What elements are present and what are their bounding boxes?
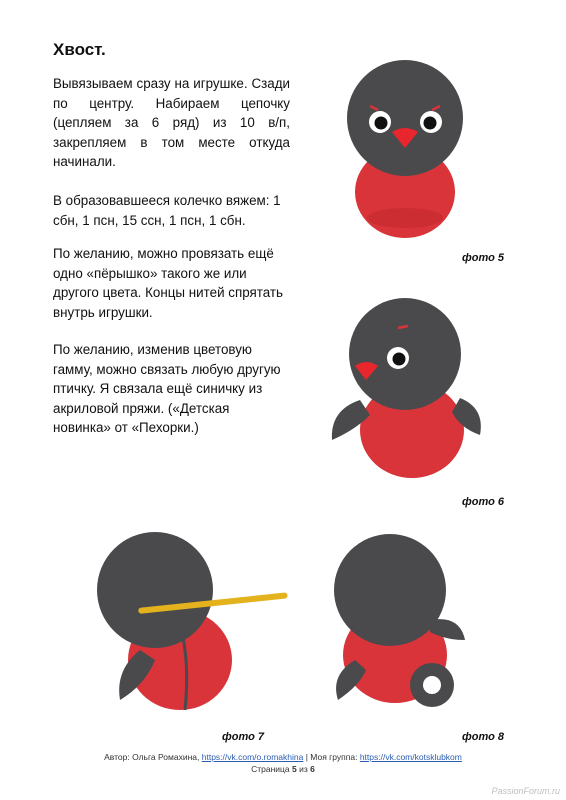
group-prefix: Моя группа: [310,752,358,762]
right-eye-pupil [424,117,437,130]
page-footer [0,752,566,774]
photo-6-bird-wings [300,280,510,490]
author-prefix: Автор: Ольга Ромахина, [104,752,200,762]
belly-shadow [367,208,443,228]
photo-7-back-hook [60,520,290,720]
watermark: PassionForum.ru [491,786,560,796]
page-of: из [299,764,308,774]
caption-photo-5: фото 5 [462,252,504,264]
footer-separator: | [305,752,308,762]
page-number [0,764,566,774]
section-title: Хвост. [53,40,106,59]
paragraph-3: По желанию, можно провязать ещё одно «пёрышко» такого же или другого цвета. Концы нитей спрятать внутрь игрушки. [53,246,284,320]
group-link[interactable]: https://vk.com/kotsklubkom [359,752,462,762]
paragraph-2: В образовавшееся колечко вяжем: 1 сбн, 1 псн, 15 ссн, 1 псн, 1 сбн. [53,193,281,228]
footer-credits [0,752,566,762]
page-word: Страница [251,764,290,774]
left-eye-pupil [375,117,388,130]
paragraph-1: Вывязываем сразу на игрушке. Сзади по центру. Набираем цепочку (цепляем за 6 ряд) из 10 в/п, закрепляем в том месте откуда начинали. [53,76,290,169]
bird-head [347,60,463,176]
caption-photo-7: фото 7 [222,731,264,743]
page-current: 5 [292,764,297,774]
bird-head [97,532,213,648]
author-link[interactable]: https://vk.com/o.romakhina [201,752,304,762]
tail-ring-hole [423,676,441,694]
caption-photo-8: фото 8 [462,731,504,743]
photo-5-bird-front [300,40,510,250]
caption-photo-6: фото 6 [462,496,504,508]
paragraph-4: По желанию, изменив цветовую гамму, можно связать любую другую птичку. Я связала ещё синичку из акриловой пряжи. («Детская новинка» от «Пехорки.) [53,342,281,435]
page-total: 6 [310,764,315,774]
bird-head [334,534,446,646]
photo-8-tail-ring [300,520,510,720]
eye-pupil [393,353,406,366]
